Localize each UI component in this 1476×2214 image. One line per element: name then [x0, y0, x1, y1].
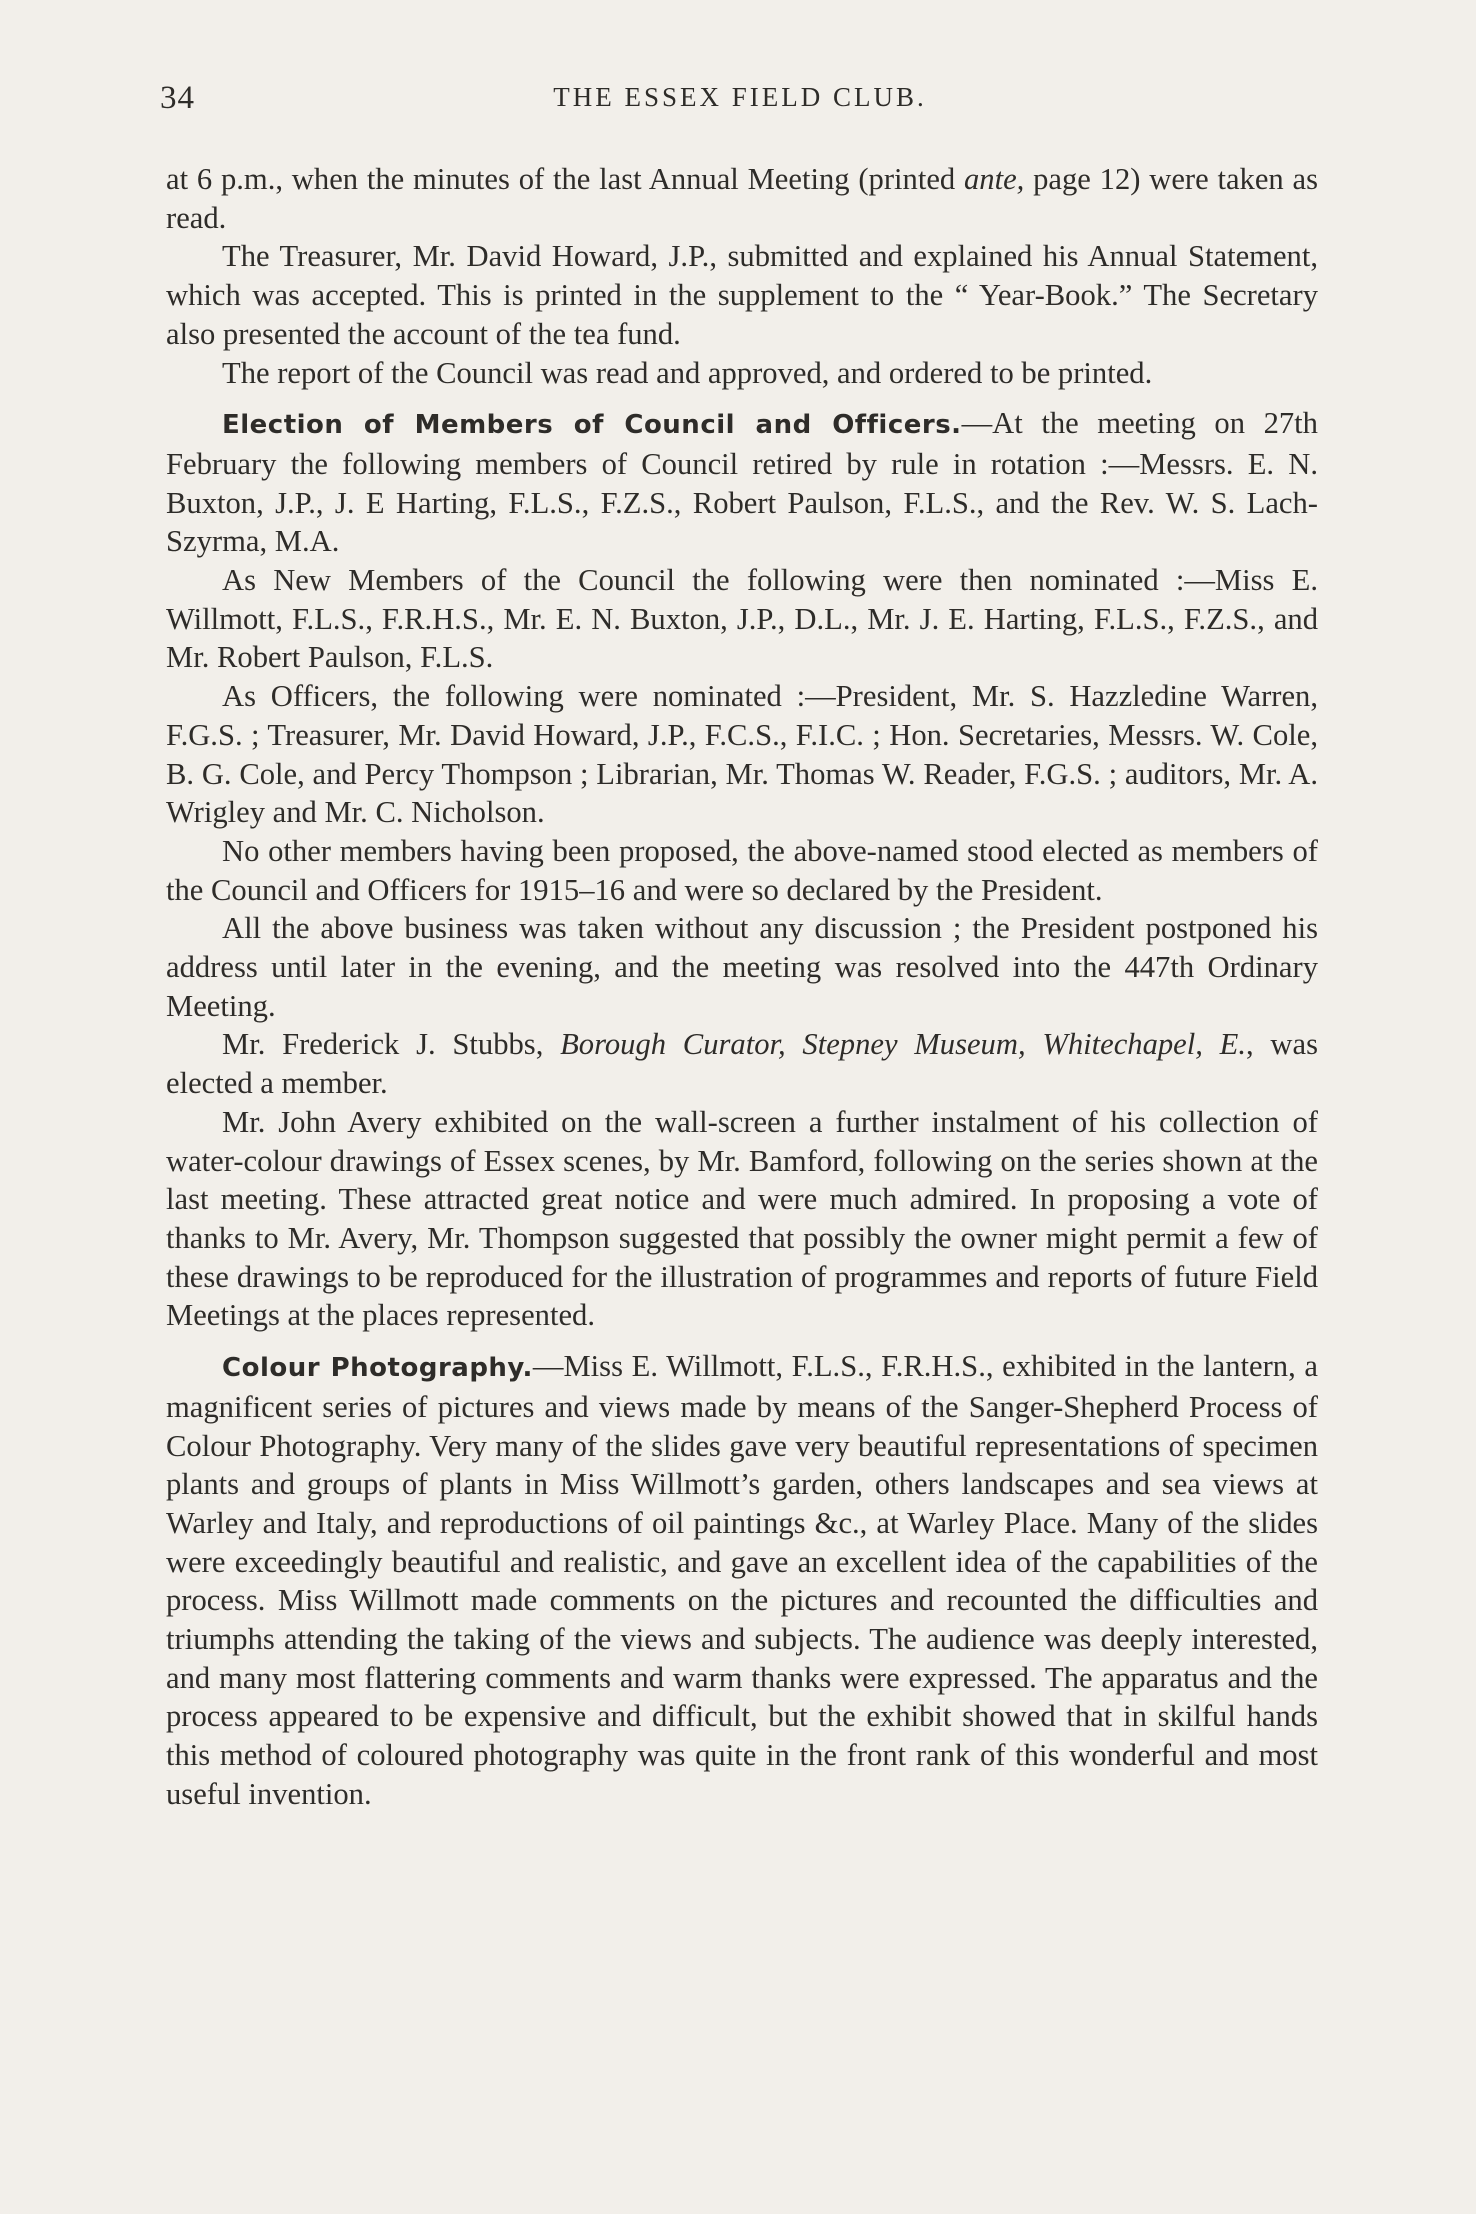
- paragraph-text: —Miss E. Willmott, F.L.S., F.R.H.S., exhibited in the lantern, a magnificent series of pictures and views made by means of the Sanger-Shepherd Process of Colour Photography. Very many of the slides gave very beautiful representations of specimen plants and groups of plants in Miss Willmott’s garden, others landscapes and sea views at Warley and Italy, and reproductions of oil paintings &c., at Warley Place. Many of the slides were exceedingly beautiful and realistic, and gave an excellent idea of the capabilities of the process. Miss Willmott made comments on the pictures and recounted the difficulties and triumphs attending the taking of the views and subjects. The audience was deeply interested, and many most flattering comments and warm thanks were expressed. The apparatus and the process appeared to be expensive and difficult, but the exhibit showed that in skilful hands this method of coloured photography was quite in the front rank of this wonderful and most useful invention.: [166, 1349, 1318, 1811]
- page-number: 34: [160, 80, 195, 116]
- paragraph-treasurer: [166, 237, 1318, 353]
- paragraph-text: page 12) were taken as read.: [166, 162, 1319, 235]
- paragraph-colour-photography: [166, 1347, 1318, 1813]
- paragraph-business: [166, 909, 1318, 1025]
- paragraph-text: , was elected a member.: [166, 1027, 1318, 1101]
- paragraph-text: As New Members of the Council the following were then nominated :—Miss E. Willmott, F.L.S., F.R.H.S., Mr. E. N. Buxton, J.P., D.L., Mr. J. E. Harting, F.L.S., F.Z.S., and Mr. Robert Paulson, F.L.S.: [166, 563, 1318, 675]
- paragraph-italic: ante,: [964, 162, 1025, 196]
- paragraph-text: All the above business was taken without any discussion ; the President postponed his address until later in the evening, and the meeting was resolved into the 447th Ordinary Meeting.: [166, 911, 1318, 1023]
- paragraph-minutes: [166, 160, 1318, 237]
- paragraph-text: —At the meeting on 27th February the following members of Council retired by rule in rotation :—Messrs. E. N. Buxton, J.P., J. E Harting, F.L.S., F.Z.S., Robert Paulson, F.L.S., and the Rev. W. S. Lach-Szyrma, M.A.: [166, 406, 1318, 559]
- paragraph-officers: [166, 677, 1318, 832]
- paragraph-text: No other members having been proposed, the above-named stood elected as members of the Council and Officers for 1915–16 and were so declared by the President.: [166, 833, 1318, 907]
- paragraph-avery: [166, 1103, 1318, 1335]
- paragraph-election: [166, 404, 1318, 561]
- page-header: [160, 80, 1320, 128]
- paragraph-new-member: [166, 1025, 1318, 1102]
- paragraph-text: Mr. John Avery exhibited on the wall-screen a further instalment of his collection of water-colour drawings of Essex scenes, by Mr. Bamford, following on the series shown at the last meeting. These attracted great notice and were much admired. In proposing a vote of thanks to Mr. Avery, Mr. Thompson suggested that possibly the owner might permit a few of these drawings to be reproduced for the illustration of programmes and reports of future Field Meetings at the places represented.: [166, 1104, 1318, 1333]
- paragraph-new-members: [166, 561, 1318, 677]
- paragraph-council-report: [166, 354, 1318, 393]
- running-head: THE ESSEX FIELD CLUB.: [553, 82, 927, 112]
- paragraph-text: The Treasurer, Mr. David Howard, J.P., submitted and explained his Annual Statement, which was accepted. This is printed in the supplement to the “ Year-Book.” The Secretary also presented the account of the tea fund.: [166, 239, 1318, 351]
- page-body: [166, 160, 1318, 1814]
- paragraph-text: Mr. Frederick J. Stubbs,: [222, 1027, 561, 1062]
- paragraph-text: The report of the Council was read and approved, and ordered to be printed.: [222, 355, 1153, 390]
- paragraph-italic: Borough Curator, Stepney Museum, Whitechapel, E.: [560, 1027, 1246, 1062]
- section-heading-election: Election of Members of Council and Officers.: [222, 410, 962, 441]
- section-heading-colour-photography: Colour Photography.: [222, 1353, 533, 1384]
- paragraph-text: As Officers, the following were nominated :—President, Mr. S. Hazzledine Warren, F.G.S. ; Treasurer, Mr. David Howard, J.P., F.C.S., F.I.C. ; Hon. Secretaries, Messrs. W. Cole, B. G. Cole, and Percy Thompson ; Librarian, Mr. Thomas W. Reader, F.G.S. ; auditors, Mr. A. Wrigley and Mr. C. Nicholson.: [166, 679, 1318, 830]
- paragraph-text: at 6 p.m., when the minutes of the last Annual Meeting (printed: [166, 162, 964, 196]
- paragraph-elected: [166, 832, 1318, 909]
